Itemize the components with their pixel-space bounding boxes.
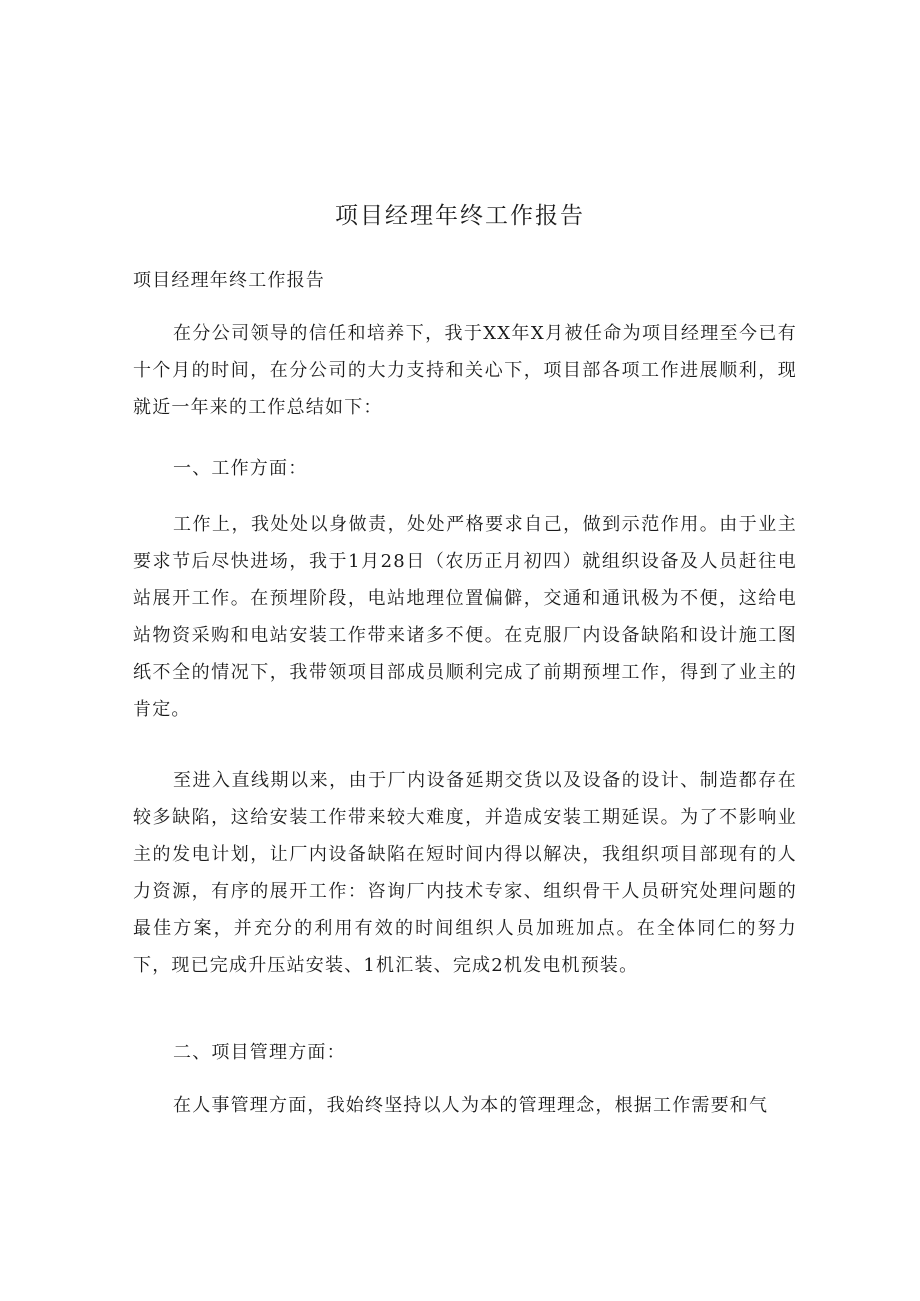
work-paragraph-1: 工作上，我处处以身做责，处处严格要求自己，做到示范作用。由于业主要求节后尽快进场，我于1月28日（农历正月初四）就组织设备及人员赶往电站展开工作。在预埋阶段，电站地理位置偏僻，交通和通讯极为不便，这给电站物资采购和电站安装工作带来诸多不便。在克服厂内设备缺陷和设计施工图纸不全的情况下，我带领项目部成员顺利完成了前期预埋工作，得到了业主的肯定。 — [133, 514, 797, 720]
intro-paragraph: 在分公司领导的信任和培养下，我于XX年X月被任命为项目经理至今已有十个月的时间，在分公司的大力支持和关心下，项目部各项工作进展顺利，现就近一年来的工作总结如下： — [133, 323, 797, 418]
section-heading-work: 一、工作方面： — [173, 458, 308, 479]
document-title: 项目经理年终工作报告 — [335, 203, 585, 229]
section-heading-management: 二、项目管理方面： — [173, 1042, 346, 1063]
document-subtitle: 项目经理年终工作报告 — [133, 270, 325, 291]
work-paragraph-2: 至进入直线期以来，由于厂内设备延期交货以及设备的设计、制造都存在较多缺陷，这给安装工作带来较大难度，并造成安装工期延误。为了不影响业主的发电计划，让厂内设备缺陷在短时间内得以解决，我组织项目部现有的人力资源，有序的展开工作：咨询厂内技术专家、组织骨干人员研究处理问题的最佳方案，并充分的利用有效的时间组织人员加班加点。在全体同仁的努力下，现已完成升压站安装、1机汇装、完成2机发电机预装。 — [133, 770, 797, 976]
management-paragraph-1: 在人事管理方面，我始终坚持以人为本的管理理念，根据工作需要和气 — [173, 1095, 769, 1116]
